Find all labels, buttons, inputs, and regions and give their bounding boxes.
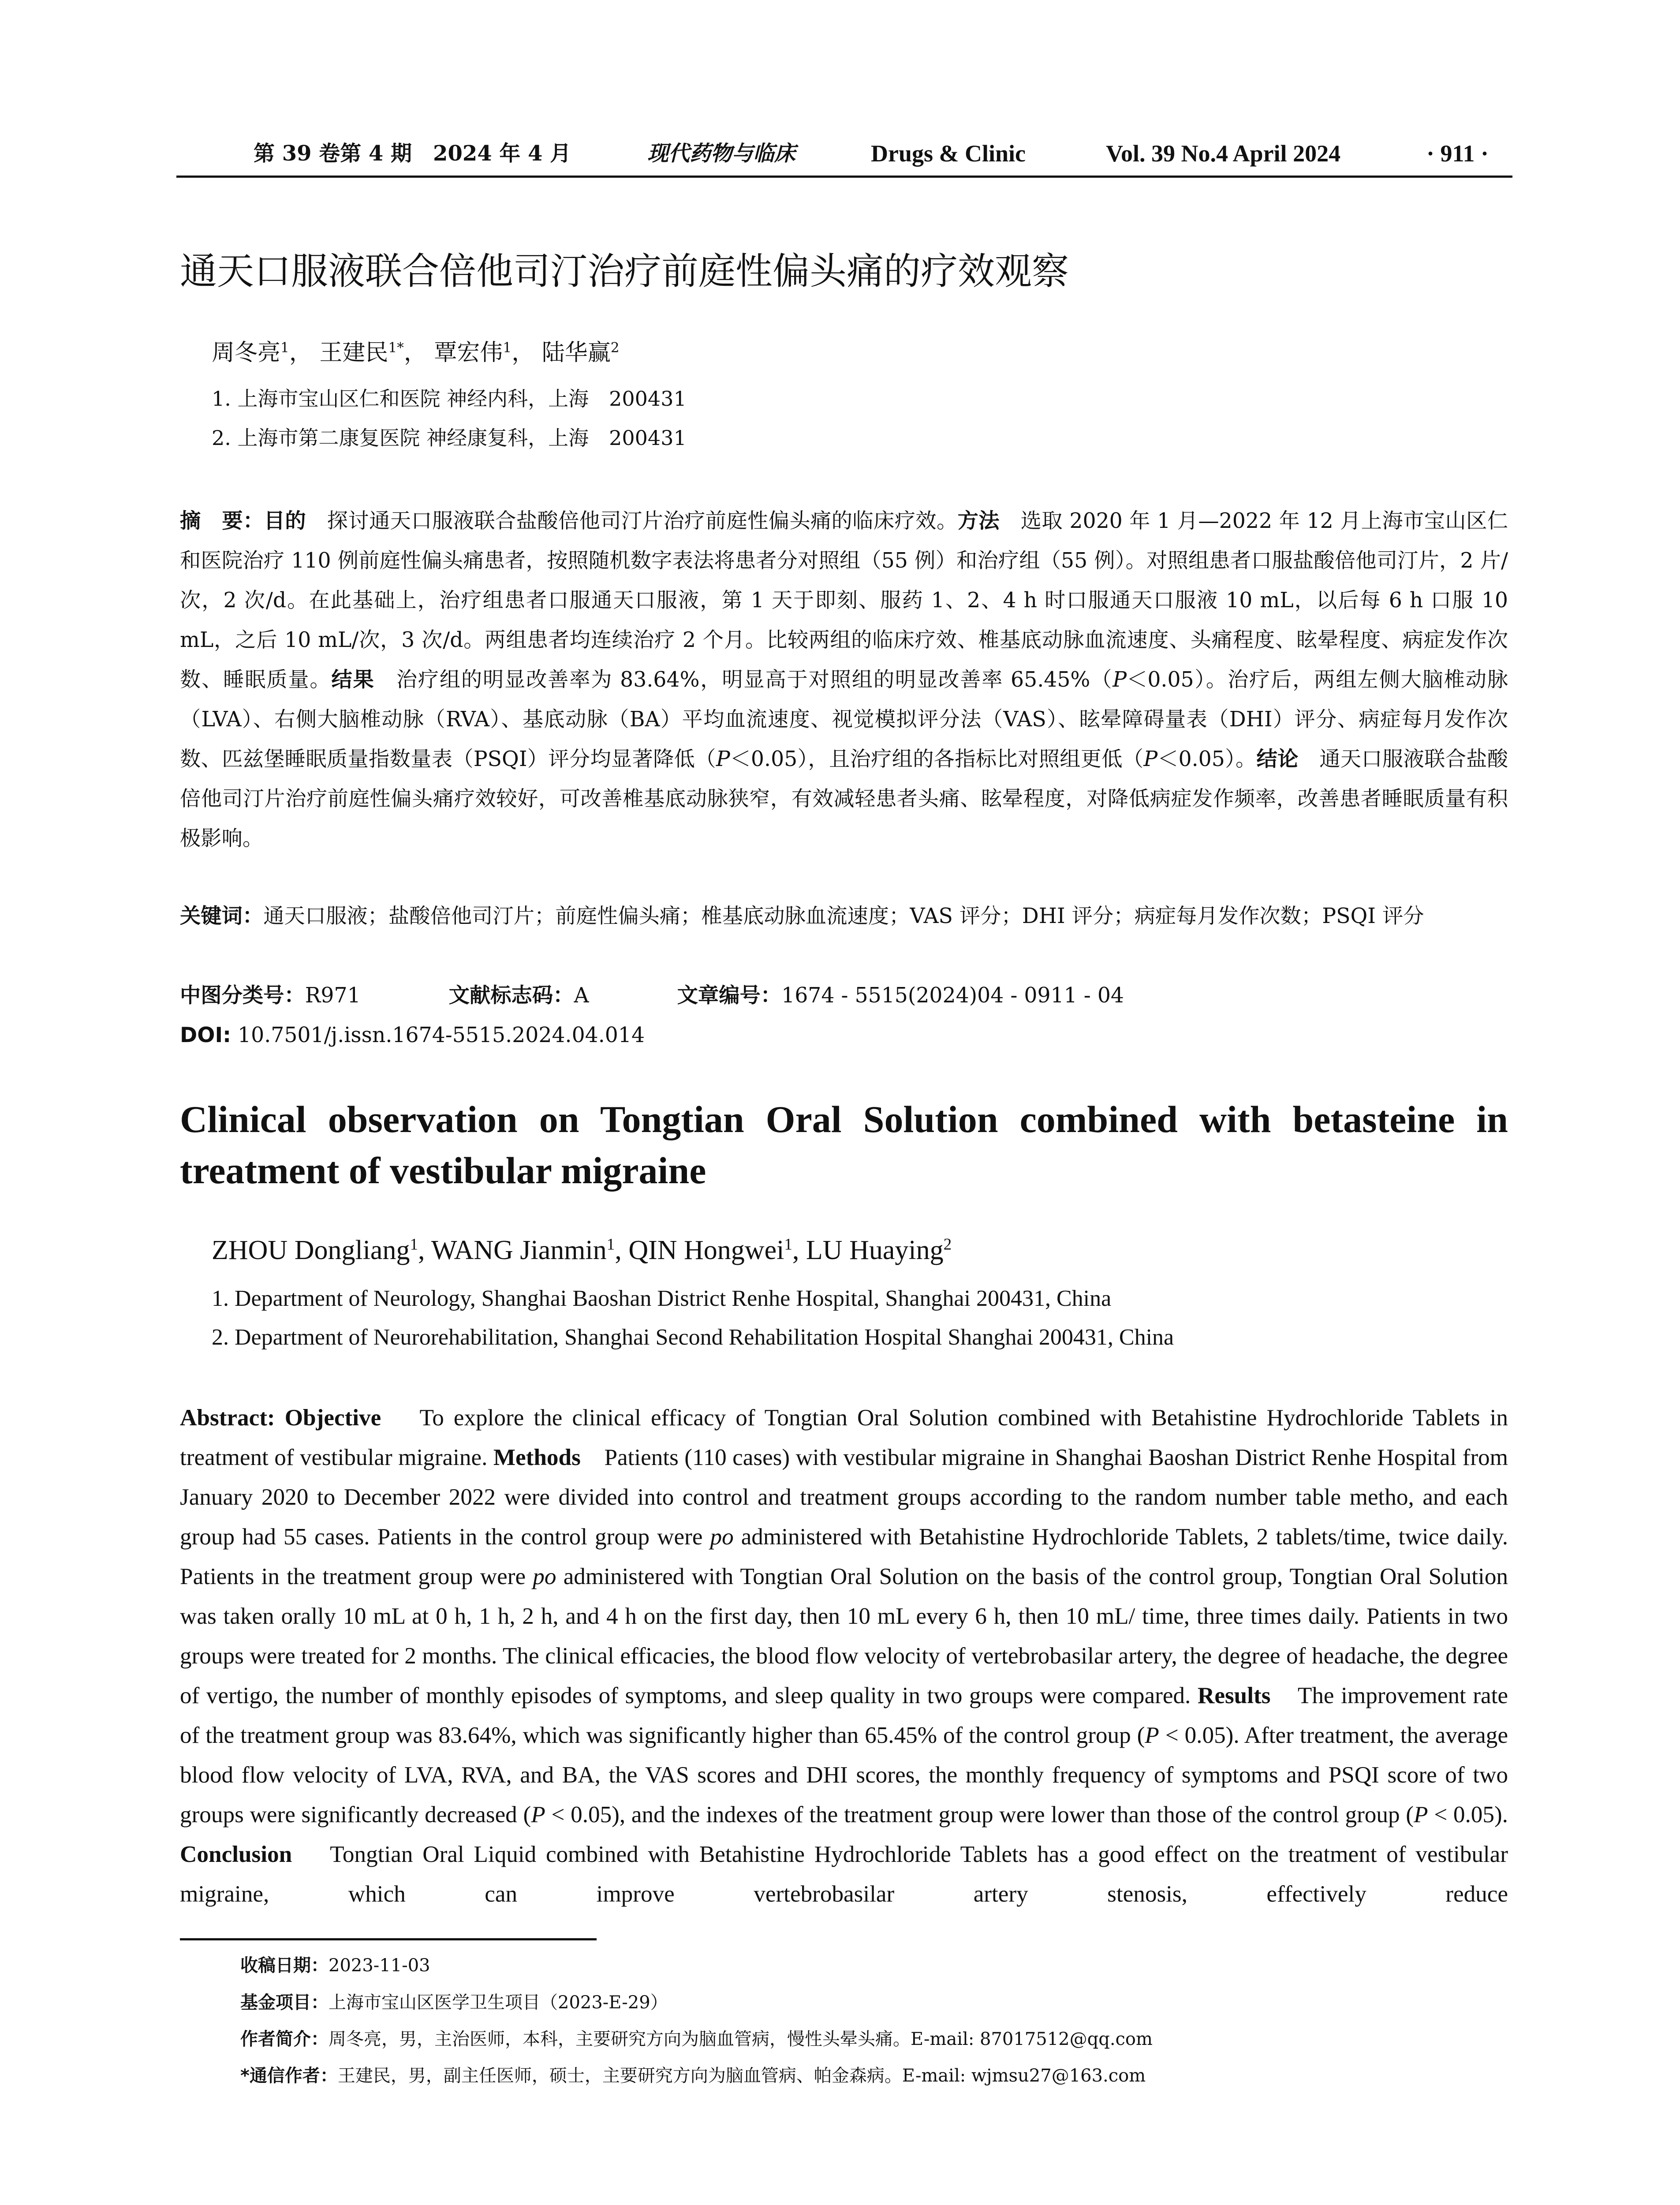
- footnote-label: 作者简介：: [240, 2029, 329, 2049]
- en-p-symbol: P: [1145, 1722, 1159, 1748]
- cn-conclusion: 通天口服液联合盐酸倍他司汀片治疗前庭性偏头痛疗效较好，可改善椎基底动脉狭窄，有效减轻患者头痛、眩晕程度，对降低病症发作频率，改善患者睡眠质量有积极影响。: [180, 747, 1508, 851]
- en-p-symbol: P: [531, 1801, 545, 1828]
- cn-p-symbol: P: [1113, 668, 1127, 692]
- cn-title: 通天口服液联合倍他司汀治疗前庭性偏头痛的疗效观察: [180, 250, 1069, 293]
- cn-keywords: [180, 897, 1508, 936]
- cn-conclusion-label: 结论: [1256, 747, 1299, 771]
- cn-results-part: 治疗组的明显改善率为 83.64%，明显高于对照组的明显改善率 65.45%（: [396, 668, 1113, 692]
- en-author-sup: 1: [410, 1235, 418, 1254]
- en-methods-part: administered with Betahistine Hydrochloride Tablets, 2 tablets/time, twice daily. Patients in the treatment group were: [180, 1524, 1508, 1589]
- cn-author-sup: 1: [503, 340, 512, 356]
- doi-value: 10.7501/j.issn.1674-5515.2024.04.014: [238, 1023, 645, 1047]
- footnote-funding: [240, 1991, 668, 2014]
- cn-affiliation-1: 1. 上海市宝山区仁和医院 神经内科，上海 200431: [212, 387, 687, 411]
- en-author: QIN Hongwei: [628, 1235, 784, 1265]
- header-journal-cn: 现代药物与临床: [647, 141, 796, 166]
- cn-results-part: ＜0.05），且治疗组的各指标比对照组更低（: [730, 747, 1144, 771]
- footnote-label: 收稿日期：: [240, 1955, 329, 1976]
- en-title: Clinical observation on Tongtian Oral Solution combined with betasteine in treatment of vestibular migraine: [180, 1098, 1508, 1192]
- cn-author-list: 周冬亮$^1$， 王建民$^{1*}$， 覃宏伟$^1$， 陆华赢$^2$: [212, 340, 620, 366]
- en-methods-part: administered with Tongtian Oral Solution on the basis of the control group, Tongtian Oral Solution was taken orally 10 mL at 0 h, 1 h, 2 h, and 4 h on the first day, then 10 mL every 6 h, then 10 mL/ time, three times daily. Patients in two groups were treated for 2 months. The clinical efficacies, the blood flow velocity of vertebrobasilar artery, the degree of headache, the degree of vertigo, the number of monthly episodes of symptoms, and sleep quality in two groups were compared.: [180, 1563, 1508, 1708]
- en-results-label: Results: [1197, 1682, 1271, 1708]
- cn-results-part: ＜0.05）。治疗后，两组左侧大脑椎动脉（LVA）、右侧大脑椎动脉（RVA）、基底动脉（BA）平均血流速度、视觉模拟评分法（VAS）、眩晕障碍量表（DHI）评分、病症每月发作次数、匹兹堡睡眠质量指数量表（PSQI）评分均显著降低（: [180, 668, 1508, 771]
- footnote-label: *通信作者：: [240, 2066, 338, 2086]
- header-page-number: · 911 ·: [1426, 140, 1489, 167]
- en-results-part: < 0.05), and the indexes of the treatment group were lower than those of the control group (: [545, 1801, 1414, 1828]
- cn-p-symbol: P: [716, 747, 730, 771]
- cn-keywords-label: 关键词：: [180, 904, 264, 928]
- cn-author-sup: 1: [280, 340, 289, 356]
- footnote-text: 上海市宝山区医学卫生项目（2023-E-29）: [329, 1992, 668, 2013]
- en-abstract: [180, 1398, 1508, 1914]
- en-po: po: [533, 1563, 556, 1589]
- clc-value: R971: [305, 983, 361, 1008]
- header-journal-en: Drugs & Clinic: [871, 140, 1026, 167]
- doi-line: [180, 1016, 645, 1055]
- article-no-value: 1674 - 5515(2024)04 - 0911 - 04: [781, 983, 1124, 1008]
- en-author: LU Huaying: [806, 1235, 944, 1265]
- cn-classification-line: [180, 976, 1124, 1016]
- cn-author-sup: 2: [610, 340, 620, 356]
- en-author-sup: 2: [943, 1235, 952, 1254]
- en-author-sup: 1: [784, 1235, 792, 1254]
- clc-label: 中图分类号：: [180, 983, 305, 1008]
- footnote-text: 王建民，男，副主任医师，硕士，主要研究方向为脑血管病、帕金森病。E-mail: wjmsu27@163.com: [337, 2066, 1146, 2086]
- en-author: ZHOU Dongliang: [212, 1235, 410, 1265]
- header-rule: [176, 176, 1512, 178]
- en-p-symbol: P: [1413, 1801, 1428, 1828]
- en-methods-label: Methods: [493, 1444, 581, 1470]
- en-po: po: [710, 1524, 734, 1550]
- en-results-part: The improvement rate of the treatment group was 83.64%, which was significantly higher than 65.45% of the control group (: [180, 1682, 1508, 1748]
- footnote-label: 基金项目：: [240, 1992, 329, 2013]
- en-author: WANG Jianmin: [431, 1235, 607, 1265]
- footnote-text: 周冬亮，男，主治医师，本科，主要研究方向为脑血管病，慢性头晕头痛。E-mail: 87017512@qq.com: [329, 2029, 1153, 2049]
- cn-p-symbol: P: [1143, 747, 1158, 771]
- cn-methods: 选取 2020 年 1 月—2022 年 12 月上海市宝山区仁和医院治疗 110 例前庭性偏头痛患者，按照随机数字表法将患者分对照组（55 例）和治疗组（55 例）。对照组患者口服盐酸倍他司汀片，2 片/次，2 次/d。在此基础上，治疗组患者口服通天口服液，第 1 天于即刻、服药 1、2、4 h 时口服通天口服液 10 mL，以后每 6 h 口服 10 mL，之后 10 mL/次，3 次/d。两组患者均连续治疗 2 个月。比较两组的临床疗效、椎基底动脉血流速度、头痛程度、眩晕程度、病症发作次数、睡眠质量。: [180, 509, 1508, 692]
- cn-objective-label: 目的: [264, 509, 306, 533]
- cn-results-label: 结果: [331, 668, 375, 692]
- en-abstract-label: Abstract:: [180, 1405, 275, 1431]
- cn-abstract-label: 摘 要：: [180, 509, 264, 533]
- cn-author: 王建民: [319, 340, 388, 366]
- en-author-sup: 1: [606, 1235, 615, 1254]
- en-conclusion: Tongtian Oral Liquid combined with Betahistine Hydrochloride Tablets has a good effect on the treatment of vestibular migraine, which can improve vertebrobasilar artery stenosis, effectively reduce: [180, 1841, 1508, 1907]
- cn-author: 陆华赢: [541, 340, 611, 366]
- en-objective: To explore the clinical efficacy of Tongtian Oral Solution combined with Betahistine Hydrochloride Tablets in treatment of vestibular migraine.: [180, 1405, 1508, 1470]
- en-affiliation-2: 2. Department of Neurorehabilitation, Shanghai Second Rehabilitation Hospital Shanghai 200431, China: [212, 1325, 1174, 1350]
- footnote-corresponding: [240, 2064, 1146, 2088]
- footnote-text: 2023-11-03: [329, 1955, 430, 1976]
- doi-label: DOI:: [180, 1023, 231, 1047]
- en-objective-label: Objective: [284, 1405, 381, 1431]
- doc-code-value: A: [574, 983, 589, 1008]
- cn-author-sup: 1*: [388, 340, 404, 356]
- header-volume-cn: 第 39 卷第 4 期 2024 年 4 月: [254, 141, 571, 166]
- cn-results-part: ＜0.05）。: [1157, 747, 1257, 771]
- en-author-list: ZHOU Dongliang$^1$, WANG Jianmin$^1$, QIN Hongwei$^1$, LU Huaying$^2$: [212, 1235, 952, 1265]
- cn-abstract: [180, 501, 1508, 859]
- cn-objective: 探讨通天口服液联合盐酸倍他司汀片治疗前庭性偏头痛的临床疗效。: [327, 509, 958, 533]
- doc-code-label: 文献标志码：: [448, 983, 574, 1008]
- en-results-part: < 0.05).: [1428, 1801, 1508, 1828]
- cn-author: 周冬亮: [212, 340, 281, 366]
- footnote-received: [240, 1954, 430, 1977]
- header-volume-en: Vol. 39 No.4 April 2024: [1106, 140, 1341, 167]
- en-methods-part: Patients (110 cases) with vestibular migraine in Shanghai Baoshan District Renhe Hospital from January 2020 to December 2022 were divided into control and treatment groups according to the random number table metho, and each group had 55 cases. Patients in the control group were: [180, 1444, 1508, 1550]
- footnote-rule: [180, 1938, 597, 1940]
- cn-affiliation-2: 2. 上海市第二康复医院 神经康复科，上海 200431: [212, 426, 687, 450]
- cn-keywords-text: 通天口服液；盐酸倍他司汀片；前庭性偏头痛；椎基底动脉血流速度；VAS 评分；DHI 评分；病症每月发作次数；PSQI 评分: [263, 904, 1424, 928]
- cn-methods-label: 方法: [957, 509, 1000, 533]
- en-affiliation-1: 1. Department of Neurology, Shanghai Baoshan District Renhe Hospital, Shanghai 200431, China: [212, 1286, 1112, 1311]
- article-no-label: 文章编号：: [677, 983, 782, 1008]
- cn-author: 覃宏伟: [434, 340, 503, 366]
- en-conclusion-label: Conclusion: [180, 1841, 292, 1867]
- footnote-author-bio: [240, 2027, 1153, 2051]
- en-results-part: < 0.05). After treatment, the average blood flow velocity of LVA, RVA, and BA, the VAS scores and DHI scores, the monthly frequency of symptoms and PSQI score of two groups were significantly decreased (: [180, 1722, 1508, 1828]
